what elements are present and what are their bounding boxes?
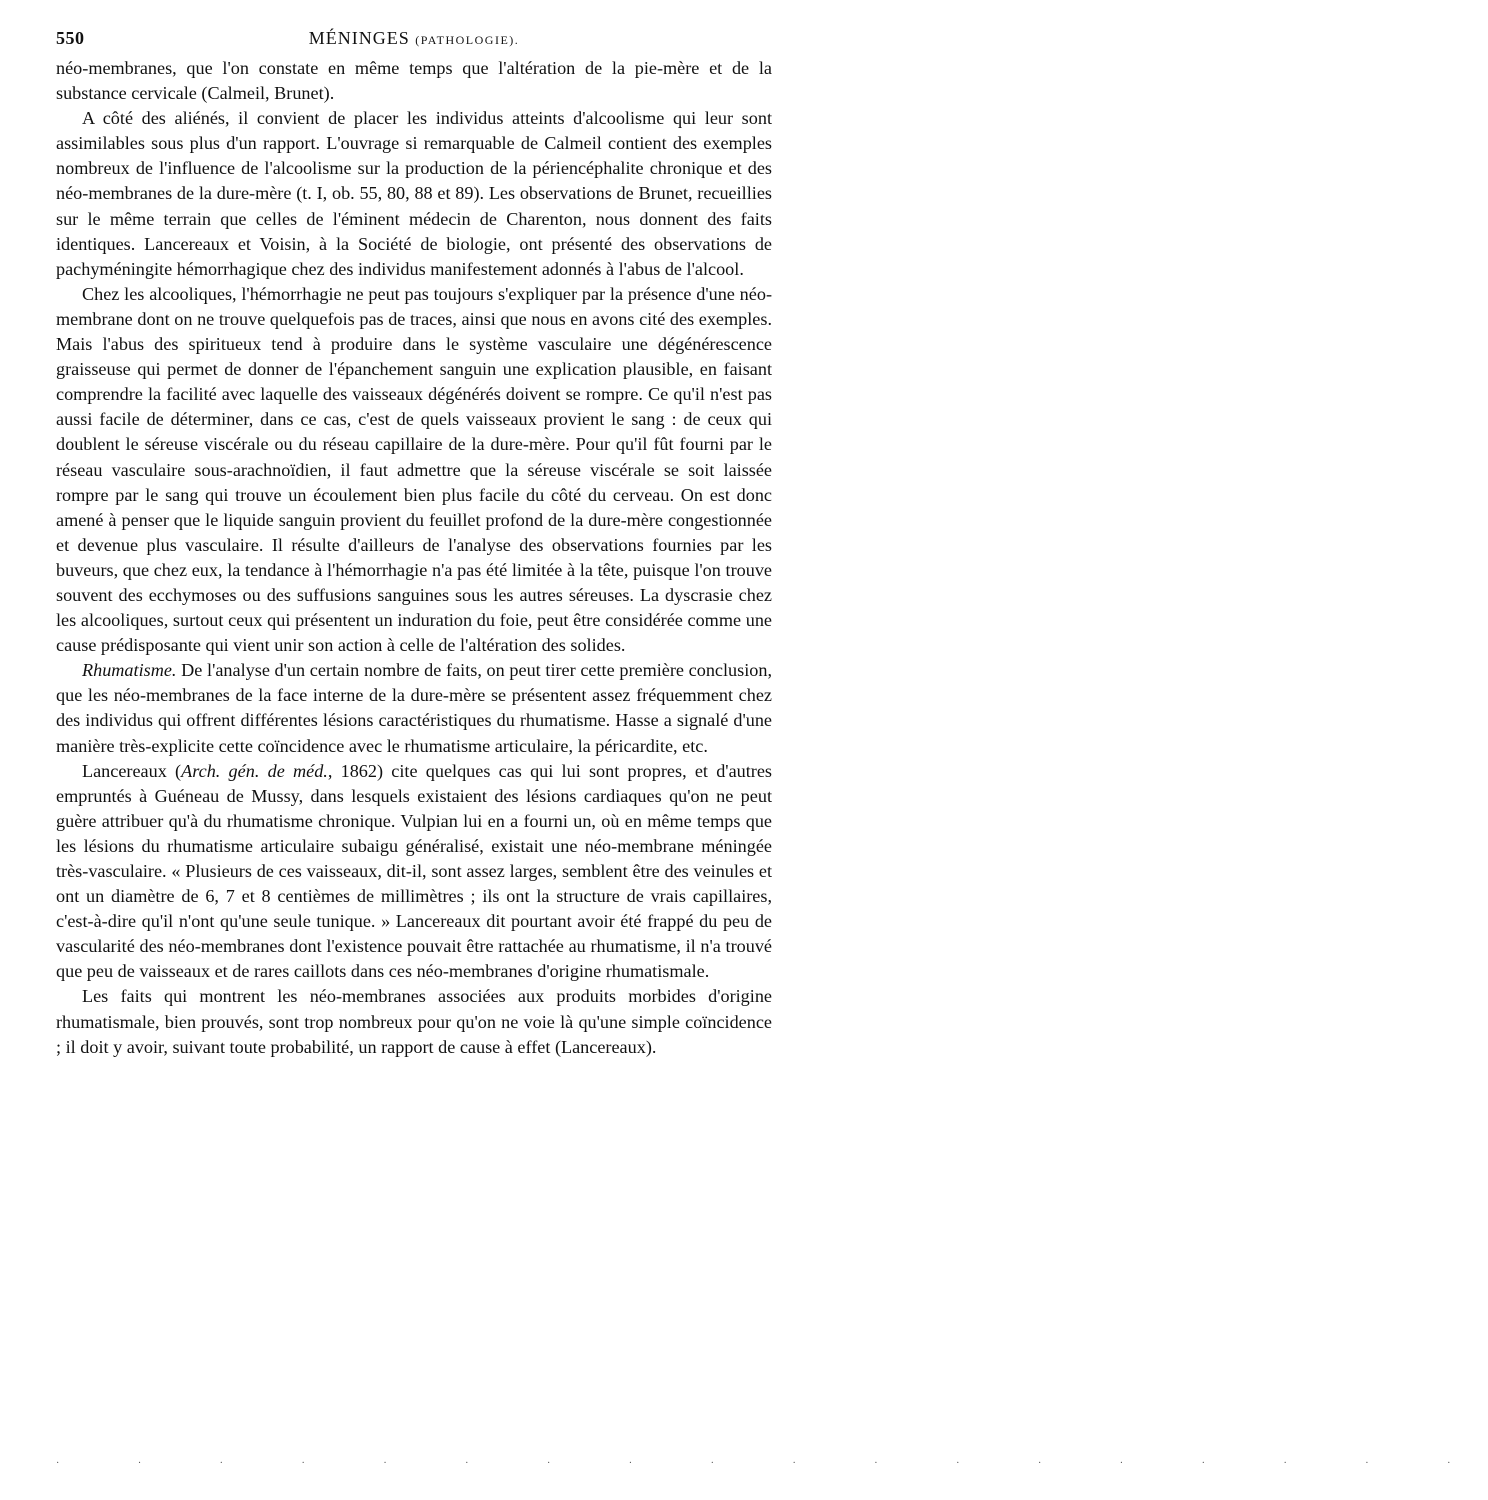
book-page bbox=[56, 26, 772, 1466]
running-title bbox=[56, 28, 772, 49]
paragraph-lancereaux bbox=[56, 759, 772, 985]
paragraph-alcoolisme: A côté des aliénés, il convient de placer les individus atteints d'alcoolisme qui leur sont assimilables sous plus d'un rapport. L'ouvrage si remarquable de Calmeil contient des exemples nombreux de l'influence de l'alcoolisme sur la production de la périencéphalite chronique et des néo-membranes de la dure-mère (t. I, ob. 55, 80, 88 et 89). Les observations de Brunet, recueillies sur le même terrain que celles de l'éminent médecin de Charenton, nous donnent des faits identiques. Lancereaux et Voisin, à la Société de biologie, ont présenté des observations de pachyméningite hémorrhagique chez des individus manifestement adonnés à l'abus de l'alcool. bbox=[56, 108, 772, 279]
page-edge-specks: · · · · · · · · · · · · · · · · · · bbox=[56, 1458, 1488, 1469]
paragraph-lancereaux-body: , 1862) cite quelques cas qui lui sont propres, et d'autres empruntés à Guéneau de Mussy, dans lesquels existaient des lésions cardiaques qu'on ne peut guère attribuer qu'à du rhumatisme chronique. Vulpian lui en a fourni un, où en même temps que les lésions du rhumatisme articulaire subaigu généralisé, existait une néo-membrane méningée très-vasculaire. « Plusieurs de ces vaisseaux, dit-il, sont assez larges, semblent être des veinules et ont un diamètre de 6, 7 et 8 centièmes de millimètres ; ils ont la structure de vrais capillaires, c'est-à-dire qu'il n'ont qu'une seule tunique. » Lancereaux dit pourtant avoir été frappé du peu de vascularité des néo-membranes dont l'existence pouvait être rattachée au rhumatisme, il n'a trouvé que peu de vaisseaux et de rares caillots dans ces néo-membranes d'origine rhumatismale. bbox=[56, 760, 772, 982]
paragraph-alcooliques: Chez les alcooliques, l'hémorrhagie ne peut pas toujours s'expliquer par la présence d'une néo-membrane dont on ne trouve quelquefois pas de traces, ainsi que nous en avons cité des exemples. Mais l'abus des spiritueux tend à produire dans le système vasculaire une dégénérescence graisseuse qui permet de donner de l'épanchement sanguin une explication plausible, en faisant comprendre la facilité avec laquelle des vaisseaux dégénérés doivent se rompre. Ce qu'il n'est pas aussi facile de déterminer, dans ce cas, c'est de quels vaisseaux provient le sang : de ceux qui doublent le séreuse viscérale ou du réseau capillaire de la dure-mère. Pour qu'il fût fourni par le réseau vasculaire sous-arachnoïdien, il faut admettre que la séreuse viscérale se soit laissée rompre par le sang qui trouve un écoulement bien plus facile du côté du cerveau. On est donc amené à penser que le liquide sanguin provient du feuillet profond de la dure-mère congestionnée et devenue plus vasculaire. Il résulte d'ailleurs de l'analyse des observations fournies par les buveurs, que chez eux, la tendance à l'hémorrhagie n'a pas été limitée à la tête, puisque l'on trouve souvent des ecchymoses ou des suffusions sanguines sous les autres séreuses. La dyscrasie chez les alcooliques, surtout ceux qui présentent un induration du foie, peut être considérée comme une cause prédisposante qui vient unir son action à celle de l'altération des solides. bbox=[56, 283, 772, 656]
paragraph-conclusion: Les faits qui montrent les néo-membranes associées aux produits morbides d'origine rhumatismale, bien prouvés, sont trop nombreux pour qu'on ne voie là qu'une simple coïncidence ; il doit y avoir, suivant toute probabilité, un rapport de cause à effet (Lancereaux). bbox=[56, 986, 772, 1057]
citation-reference: Arch. gén. de méd. bbox=[181, 760, 328, 781]
page-header bbox=[56, 26, 772, 56]
section-lead-rhumatisme: Rhumatisme. bbox=[82, 660, 177, 681]
paragraph-lancereaux-pre: Lancereaux ( bbox=[82, 760, 182, 781]
paragraph-rhumatisme bbox=[56, 658, 772, 758]
paragraph-continuation: néo-membranes, que l'on constate en même temps que l'altération de la pie-mère et de la substance cervicale (Calmeil, Brunet). bbox=[56, 58, 772, 104]
running-title-main: MÉNINGES bbox=[308, 28, 410, 48]
running-title-subtitle: (PATHOLOGIE). bbox=[415, 33, 520, 47]
page-number: 550 bbox=[56, 28, 85, 48]
paragraph-rhumatisme-body: De l'analyse d'un certain nombre de faits, on peut tirer cette première conclusion, que les néo-membranes de la face interne de la dure-mère se présentent assez fréquemment chez des individus qui offrent différentes lésions caractéristiques du rhumatisme. Hasse a signalé d'une manière très-explicite cette coïncidence avec le rhumatisme articulaire, la péricardite, etc. bbox=[56, 660, 772, 756]
